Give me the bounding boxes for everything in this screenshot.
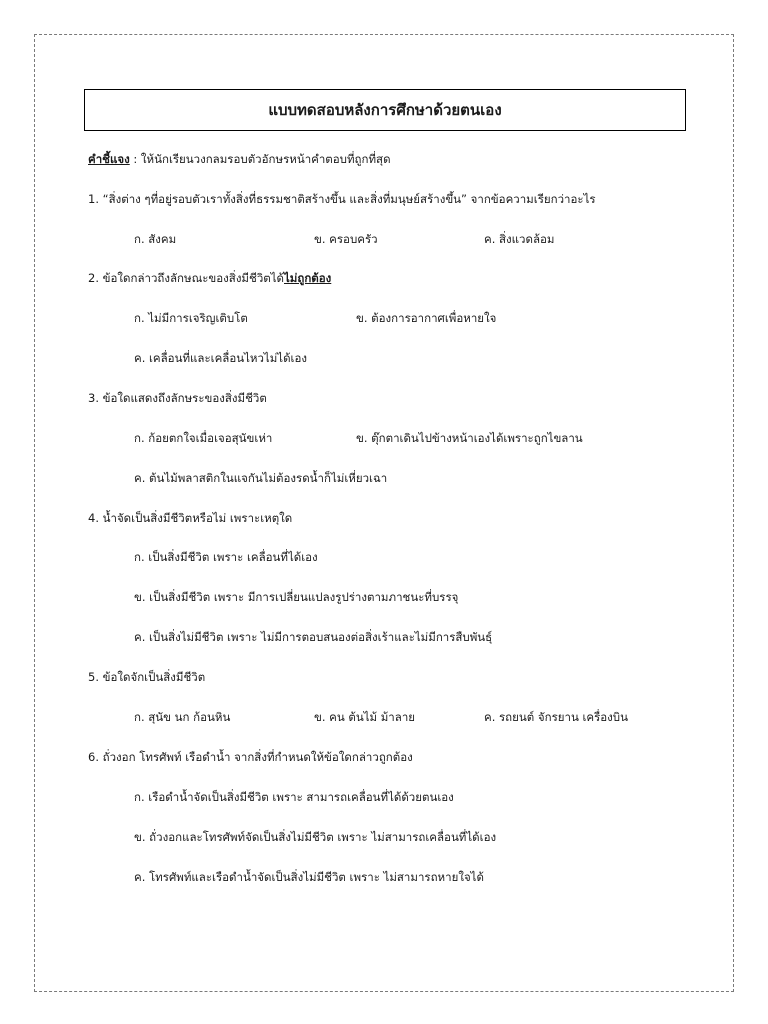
instruction	[88, 152, 391, 166]
q4-choice-b[interactable]: ข. เป็นสิ่งมีชีวิต เพราะ มีการเปลี่ยนแปลงรูปร่างตามภาชนะที่บรรจุ	[134, 590, 459, 604]
q4-choice-c[interactable]: ค. เป็นสิ่งไม่มีชีวิต เพราะ ไม่มีการตอบสนองต่อสิ่งเร้าและไม่มีการสืบพันธุ์	[134, 630, 493, 644]
q3-choice-b[interactable]: ข. ตุ๊กตาเดินไปข้างหน้าเองได้เพราะถูกไขลาน	[356, 431, 583, 445]
question-1: 1. “สิ่งต่าง ๆที่อยู่รอบตัวเราทั้งสิ่งที่ธรรมชาติสร้างขึ้น และสิ่งที่มนุษย์สร้างขึ้น” จากข้อความเรียกว่าอะไร	[88, 192, 596, 206]
q5-choice-c[interactable]: ค. รถยนต์ จักรยาน เครื่องบิน	[484, 710, 628, 724]
question-3: 3. ข้อใดแสดงถึงลักษระของสิ่งมีชีวิต	[88, 391, 267, 405]
question-2-emphasis: ไม่ถูกต้อง	[284, 271, 332, 285]
q2-choice-a[interactable]: ก. ไม่มีการเจริญเติบโต	[134, 311, 248, 325]
q6-choice-c[interactable]: ค. โทรศัพท์และเรือดำน้ำจัดเป็นสิ่งไม่มีชีวิต เพราะ ไม่สามารถหายใจได้	[134, 870, 484, 884]
q5-choice-a[interactable]: ก. สุนัข นก ก้อนหิน	[134, 710, 231, 724]
title-text: แบบทดสอบหลังการศึกษาด้วยตนเอง	[268, 101, 502, 119]
q4-choice-a[interactable]: ก. เป็นสิ่งมีชีวิต เพราะ เคลื่อนที่ได้เอง	[134, 550, 318, 564]
question-4: 4. น้ำจัดเป็นสิ่งมีชีวิตหรือไม่ เพราะเหตุใด	[88, 511, 293, 525]
question-2	[88, 271, 331, 285]
page-title	[84, 89, 686, 131]
q1-choice-a[interactable]: ก. สังคม	[134, 232, 177, 246]
question-6: 6. ถั่วงอก โทรศัพท์ เรือดำน้ำ จากสิ่งที่กำหนดให้ข้อใดกล่าวถูกต้อง	[88, 750, 413, 764]
q3-choice-a[interactable]: ก. ก้อยตกใจเมื่อเจอสุนัขเห่า	[134, 431, 273, 445]
instruction-text: : ให้นักเรียนวงกลมรอบตัวอักษรหน้าคำตอบที่ถูกที่สุด	[129, 152, 391, 166]
instruction-label: คำชี้แจง	[88, 152, 130, 166]
question-2-prefix: 2. ข้อใดกล่าวถึงลักษณะของสิ่งมีชีวิตได้	[88, 271, 284, 285]
q2-choice-c[interactable]: ค. เคลื่อนที่และเคลื่อนไหวไม่ได้เอง	[134, 351, 307, 365]
q5-choice-b[interactable]: ข. คน ต้นไม้ ม้าลาย	[314, 710, 416, 724]
q6-choice-b[interactable]: ข. ถั่วงอกและโทรศัพท์จัดเป็นสิ่งไม่มีชีวิต เพราะ ไม่สามารถเคลื่อนที่ได้เอง	[134, 830, 497, 844]
q3-choice-c[interactable]: ค. ต้นไม้พลาสติกในแจกันไม่ต้องรดน้ำก็ไม่เหี่ยวเฉา	[134, 471, 388, 485]
question-5: 5. ข้อใดจักเป็นสิ่งมีชีวิต	[88, 670, 206, 684]
q1-choice-b[interactable]: ข. ครอบครัว	[314, 232, 378, 246]
q2-choice-b[interactable]: ข. ต้องการอากาศเพื่อหายใจ	[356, 311, 497, 325]
q6-choice-a[interactable]: ก. เรือดำน้ำจัดเป็นสิ่งมีชีวิต เพราะ สามารถเคลื่อนที่ได้ด้วยตนเอง	[134, 790, 454, 804]
q1-choice-c[interactable]: ค. สิ่งแวดล้อม	[484, 232, 555, 246]
